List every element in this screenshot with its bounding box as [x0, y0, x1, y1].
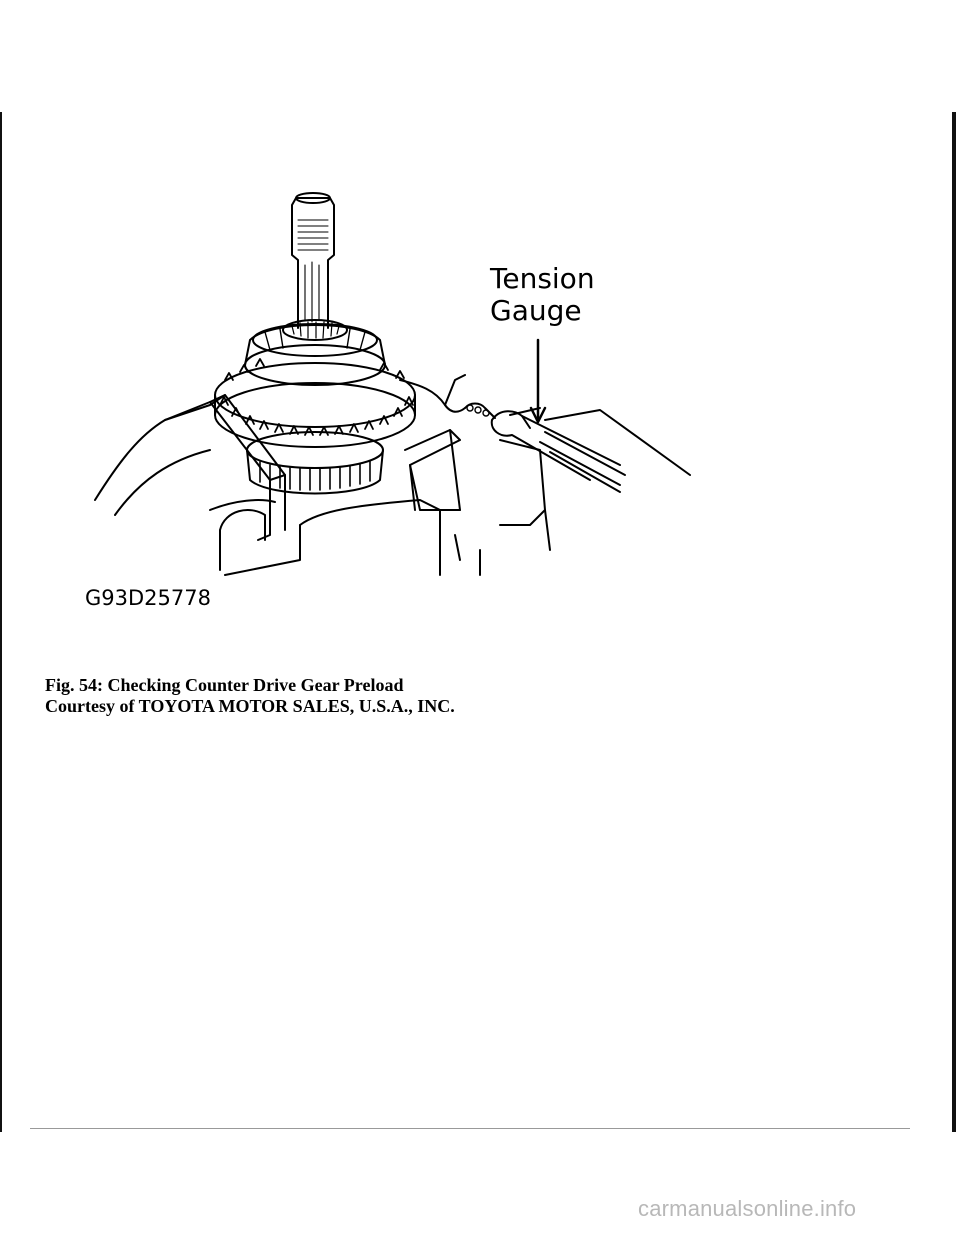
figure-caption [45, 675, 455, 717]
figure-code: G93D25778 [85, 586, 211, 610]
caption-title: Fig. 54: Checking Counter Drive Gear Preload [45, 675, 404, 695]
gear-preload-drawing [60, 180, 710, 620]
page-border-right [952, 112, 956, 1132]
caption-credit: Courtesy of TOYOTA MOTOR SALES, U.S.A., INC. [45, 696, 455, 716]
footer-rule [30, 1128, 910, 1129]
callout-label-line2: Gauge [490, 294, 582, 327]
callout-label-line1: Tension [490, 262, 595, 295]
page-border-left [0, 112, 2, 1132]
watermark: carmanualsonline.info [638, 1196, 857, 1221]
figure-illustration [60, 180, 710, 620]
